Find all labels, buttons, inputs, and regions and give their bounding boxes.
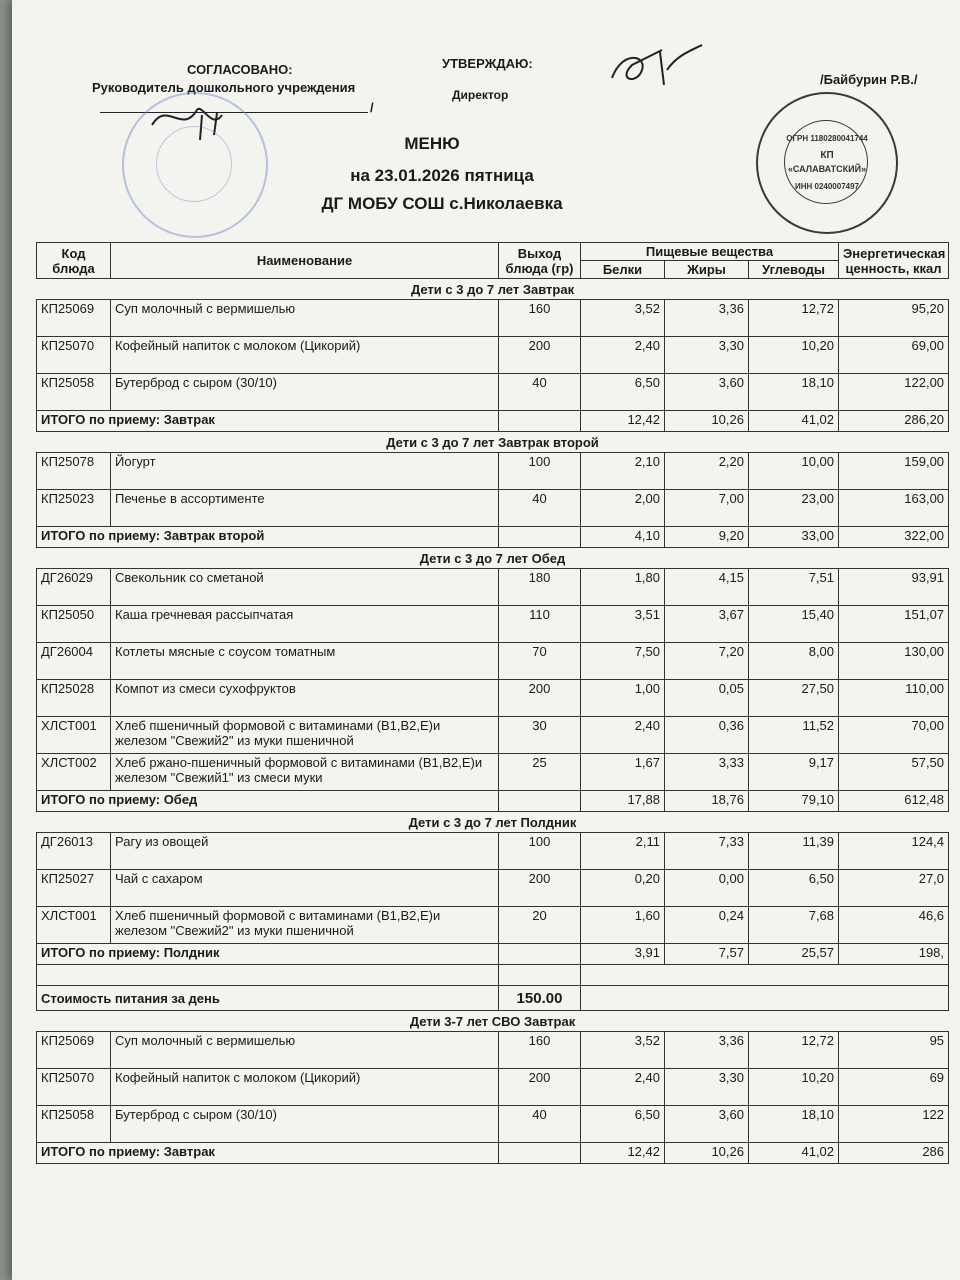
total-protein: 4,10 [581, 527, 665, 548]
dish-protein: 1,80 [581, 569, 665, 606]
menu-sheet [12, 0, 960, 1280]
dish-carbs: 15,40 [749, 606, 839, 643]
table-row [37, 870, 949, 907]
table-row [37, 717, 949, 754]
dish-yield: 40 [499, 374, 581, 411]
menu-date: на 23.01.2026 пятница [350, 166, 534, 185]
blank-cell [581, 965, 949, 986]
dish-energy: 110,00 [839, 680, 949, 717]
total-energy: 612,48 [839, 791, 949, 812]
table-row [37, 754, 949, 791]
dish-carbs: 10,00 [749, 453, 839, 490]
dish-yield: 200 [499, 870, 581, 907]
dish-yield: 40 [499, 490, 581, 527]
dish-name: Бутерброд с сыром (30/10) [111, 1106, 499, 1143]
dish-name: Хлеб пшеничный формовой с витаминами (В1,В2,Е)и железом "Свежий2" из муки пшеничной [111, 907, 499, 944]
dish-protein: 3,52 [581, 1032, 665, 1069]
dish-fat: 0,00 [665, 870, 749, 907]
dish-carbs: 12,72 [749, 1032, 839, 1069]
page-title: МЕНЮ [404, 134, 460, 153]
total-label: ИТОГО по приему: Обед [37, 791, 499, 812]
dish-code: КП25078 [37, 453, 111, 490]
dish-energy: 27,0 [839, 870, 949, 907]
col-energy: Энергетическая ценность, ккал [839, 243, 949, 279]
dish-carbs: 18,10 [749, 374, 839, 411]
dish-code: КП25027 [37, 870, 111, 907]
dish-carbs: 10,20 [749, 1069, 839, 1106]
dish-name: Котлеты мясные с соусом томатным [111, 643, 499, 680]
dish-yield: 70 [499, 643, 581, 680]
dish-protein: 3,51 [581, 606, 665, 643]
dish-yield: 180 [499, 569, 581, 606]
dish-fat: 3,36 [665, 1032, 749, 1069]
agreed-role: Руководитель дошкольного учреждения [92, 80, 356, 95]
dish-fat: 3,67 [665, 606, 749, 643]
section-row [37, 432, 949, 453]
section-row [37, 548, 949, 569]
dish-code: КП25069 [37, 300, 111, 337]
organization-seal-icon: ОГРН 1180280041744 КП «САЛАВАТСКИЙ» ИНН 0240007497 [756, 92, 898, 234]
dish-fat: 7,20 [665, 643, 749, 680]
dish-carbs: 27,50 [749, 680, 839, 717]
section-title: Дети с 3 до 7 лет Завтрак второй [37, 432, 949, 453]
dish-code: ХЛСТ001 [37, 717, 111, 754]
dish-energy: 95,20 [839, 300, 949, 337]
dish-energy: 70,00 [839, 717, 949, 754]
table-row [37, 680, 949, 717]
dish-carbs: 7,51 [749, 569, 839, 606]
dish-protein: 7,50 [581, 643, 665, 680]
dish-carbs: 7,68 [749, 907, 839, 944]
dish-name: Компот из смеси сухофруктов [111, 680, 499, 717]
section-row [37, 1011, 949, 1032]
cost-empty [581, 986, 949, 1011]
dish-energy: 124,4 [839, 833, 949, 870]
dish-carbs: 23,00 [749, 490, 839, 527]
total-yield-empty [499, 791, 581, 812]
cost-label: Стоимость питания за день [37, 986, 499, 1011]
total-row [37, 1143, 949, 1164]
dish-energy: 69 [839, 1069, 949, 1106]
table-row [37, 300, 949, 337]
total-protein: 12,42 [581, 1143, 665, 1164]
dish-fat: 4,15 [665, 569, 749, 606]
dish-fat: 3,60 [665, 374, 749, 411]
col-yield: Выход блюда (гр) [499, 243, 581, 279]
dish-energy: 159,00 [839, 453, 949, 490]
dish-carbs: 18,10 [749, 1106, 839, 1143]
dish-name: Хлеб пшеничный формовой с витаминами (В1,В2,Е)и железом "Свежий2" из муки пшеничной [111, 717, 499, 754]
dish-name: Свекольник со сметаной [111, 569, 499, 606]
dish-code: ХЛСТ001 [37, 907, 111, 944]
dish-yield: 160 [499, 1032, 581, 1069]
dish-carbs: 8,00 [749, 643, 839, 680]
dish-code: ХЛСТ002 [37, 754, 111, 791]
col-fat: Жиры [665, 261, 749, 279]
total-energy: 286 [839, 1143, 949, 1164]
dish-fat: 3,60 [665, 1106, 749, 1143]
director-signature-icon [602, 40, 712, 90]
table-row [37, 490, 949, 527]
dish-code: ДГ26029 [37, 569, 111, 606]
dish-fat: 3,36 [665, 300, 749, 337]
col-nutrients: Пищевые вещества [581, 243, 839, 261]
section-row [37, 812, 949, 833]
total-energy: 286,20 [839, 411, 949, 432]
dish-name: Кофейный напиток с молоком (Цикорий) [111, 337, 499, 374]
dish-yield: 100 [499, 453, 581, 490]
dish-energy: 69,00 [839, 337, 949, 374]
total-fat: 18,76 [665, 791, 749, 812]
dish-protein: 2,40 [581, 337, 665, 374]
table-row [37, 1069, 949, 1106]
table-row [37, 569, 949, 606]
section-title: Дети с 3 до 7 лет Обед [37, 548, 949, 569]
dish-fat: 7,33 [665, 833, 749, 870]
dish-energy: 95 [839, 1032, 949, 1069]
dish-code: КП25050 [37, 606, 111, 643]
col-name: Наименование [111, 243, 499, 279]
dish-yield: 200 [499, 680, 581, 717]
dish-yield: 110 [499, 606, 581, 643]
table-row [37, 1032, 949, 1069]
blank-cell [37, 965, 499, 986]
dish-protein: 6,50 [581, 374, 665, 411]
dish-carbs: 9,17 [749, 754, 839, 791]
total-energy: 198, [839, 944, 949, 965]
dish-energy: 163,00 [839, 490, 949, 527]
table-row [37, 833, 949, 870]
total-fat: 7,57 [665, 944, 749, 965]
dish-yield: 20 [499, 907, 581, 944]
dish-yield: 160 [499, 300, 581, 337]
dish-energy: 151,07 [839, 606, 949, 643]
dish-protein: 0,20 [581, 870, 665, 907]
dish-code: ДГ26004 [37, 643, 111, 680]
dish-protein: 1,00 [581, 680, 665, 717]
total-energy: 322,00 [839, 527, 949, 548]
dish-fat: 3,30 [665, 1069, 749, 1106]
blank-row [37, 965, 949, 986]
dish-code: КП25058 [37, 1106, 111, 1143]
total-protein: 17,88 [581, 791, 665, 812]
dish-protein: 1,60 [581, 907, 665, 944]
agreed-sign-end: / [370, 100, 374, 115]
dish-name: Рагу из овощей [111, 833, 499, 870]
total-carbs: 33,00 [749, 527, 839, 548]
table-row [37, 1106, 949, 1143]
blank-cell [499, 965, 581, 986]
dish-name: Чай с сахаром [111, 870, 499, 907]
dish-protein: 6,50 [581, 1106, 665, 1143]
total-row [37, 944, 949, 965]
section-title: Дети 3-7 лет СВО Завтрак [37, 1011, 949, 1032]
dish-energy: 46,6 [839, 907, 949, 944]
dish-code: КП25069 [37, 1032, 111, 1069]
dish-carbs: 10,20 [749, 337, 839, 374]
table-row [37, 374, 949, 411]
dish-fat: 3,30 [665, 337, 749, 374]
cost-row [37, 986, 949, 1011]
total-yield-empty [499, 411, 581, 432]
menu-table [36, 242, 949, 1164]
approve-role: Директор [452, 88, 509, 102]
dish-name: Каша гречневая рассыпчатая [111, 606, 499, 643]
dish-energy: 122,00 [839, 374, 949, 411]
col-code: Код блюда [37, 243, 111, 279]
table-row [37, 453, 949, 490]
table-row [37, 907, 949, 944]
dish-yield: 200 [499, 337, 581, 374]
dish-name: Кофейный напиток с молоком (Цикорий) [111, 1069, 499, 1106]
dish-yield: 30 [499, 717, 581, 754]
dish-name: Бутерброд с сыром (30/10) [111, 374, 499, 411]
dish-energy: 57,50 [839, 754, 949, 791]
dish-name: Суп молочный с вермишелью [111, 1032, 499, 1069]
dish-protein: 2,11 [581, 833, 665, 870]
dish-fat: 0,36 [665, 717, 749, 754]
table-row [37, 606, 949, 643]
dish-fat: 0,24 [665, 907, 749, 944]
table-row [37, 337, 949, 374]
dish-carbs: 6,50 [749, 870, 839, 907]
dish-protein: 2,40 [581, 1069, 665, 1106]
dish-code: КП25070 [37, 1069, 111, 1106]
dish-name: Суп молочный с вермишелью [111, 300, 499, 337]
section-title: Дети с 3 до 7 лет Завтрак [37, 279, 949, 300]
dish-fat: 7,00 [665, 490, 749, 527]
total-carbs: 41,02 [749, 1143, 839, 1164]
total-yield-empty [499, 527, 581, 548]
dish-protein: 1,67 [581, 754, 665, 791]
approve-label: УТВЕРЖДАЮ: [442, 56, 533, 71]
total-label: ИТОГО по приему: Завтрак второй [37, 527, 499, 548]
total-yield-empty [499, 944, 581, 965]
dish-carbs: 12,72 [749, 300, 839, 337]
col-protein: Белки [581, 261, 665, 279]
approve-name: /Байбурин Р.В./ [820, 72, 918, 87]
dish-protein: 3,52 [581, 300, 665, 337]
total-row [37, 527, 949, 548]
dish-yield: 40 [499, 1106, 581, 1143]
dish-protein: 2,10 [581, 453, 665, 490]
total-carbs: 79,10 [749, 791, 839, 812]
dish-code: ДГ26013 [37, 833, 111, 870]
dish-name: Печенье в ассортименте [111, 490, 499, 527]
dish-fat: 0,05 [665, 680, 749, 717]
dish-protein: 2,40 [581, 717, 665, 754]
dish-name: Хлеб ржано-пшеничный формовой с витаминами (В1,В2,Е)и железом "Свежий1" из смеси муки [111, 754, 499, 791]
dish-protein: 2,00 [581, 490, 665, 527]
total-fat: 10,26 [665, 411, 749, 432]
dish-code: КП25023 [37, 490, 111, 527]
dish-fat: 3,33 [665, 754, 749, 791]
total-fat: 9,20 [665, 527, 749, 548]
dish-carbs: 11,39 [749, 833, 839, 870]
total-fat: 10,26 [665, 1143, 749, 1164]
dish-energy: 130,00 [839, 643, 949, 680]
total-label: ИТОГО по приему: Завтрак [37, 1143, 499, 1164]
dish-yield: 100 [499, 833, 581, 870]
dish-code: КП25058 [37, 374, 111, 411]
dish-code: КП25028 [37, 680, 111, 717]
col-carbs: Углеводы [749, 261, 839, 279]
blue-seal-icon [122, 92, 268, 238]
institution-name: ДГ МОБУ СОШ с.Николаевка [321, 194, 563, 213]
total-protein: 3,91 [581, 944, 665, 965]
total-row [37, 411, 949, 432]
total-label: ИТОГО по приему: Завтрак [37, 411, 499, 432]
total-carbs: 25,57 [749, 944, 839, 965]
section-title: Дети с 3 до 7 лет Полдник [37, 812, 949, 833]
dish-fat: 2,20 [665, 453, 749, 490]
dish-code: КП25070 [37, 337, 111, 374]
cost-value: 150.00 [499, 986, 581, 1011]
dish-energy: 93,91 [839, 569, 949, 606]
dish-yield: 25 [499, 754, 581, 791]
section-row [37, 279, 949, 300]
dish-carbs: 11,52 [749, 717, 839, 754]
dish-energy: 122 [839, 1106, 949, 1143]
total-carbs: 41,02 [749, 411, 839, 432]
total-protein: 12,42 [581, 411, 665, 432]
agreed-label: СОГЛАСОВАНО: [187, 62, 293, 77]
dish-name: Йогурт [111, 453, 499, 490]
dish-yield: 200 [499, 1069, 581, 1106]
total-row [37, 791, 949, 812]
table-row [37, 643, 949, 680]
total-yield-empty [499, 1143, 581, 1164]
total-label: ИТОГО по приему: Полдник [37, 944, 499, 965]
